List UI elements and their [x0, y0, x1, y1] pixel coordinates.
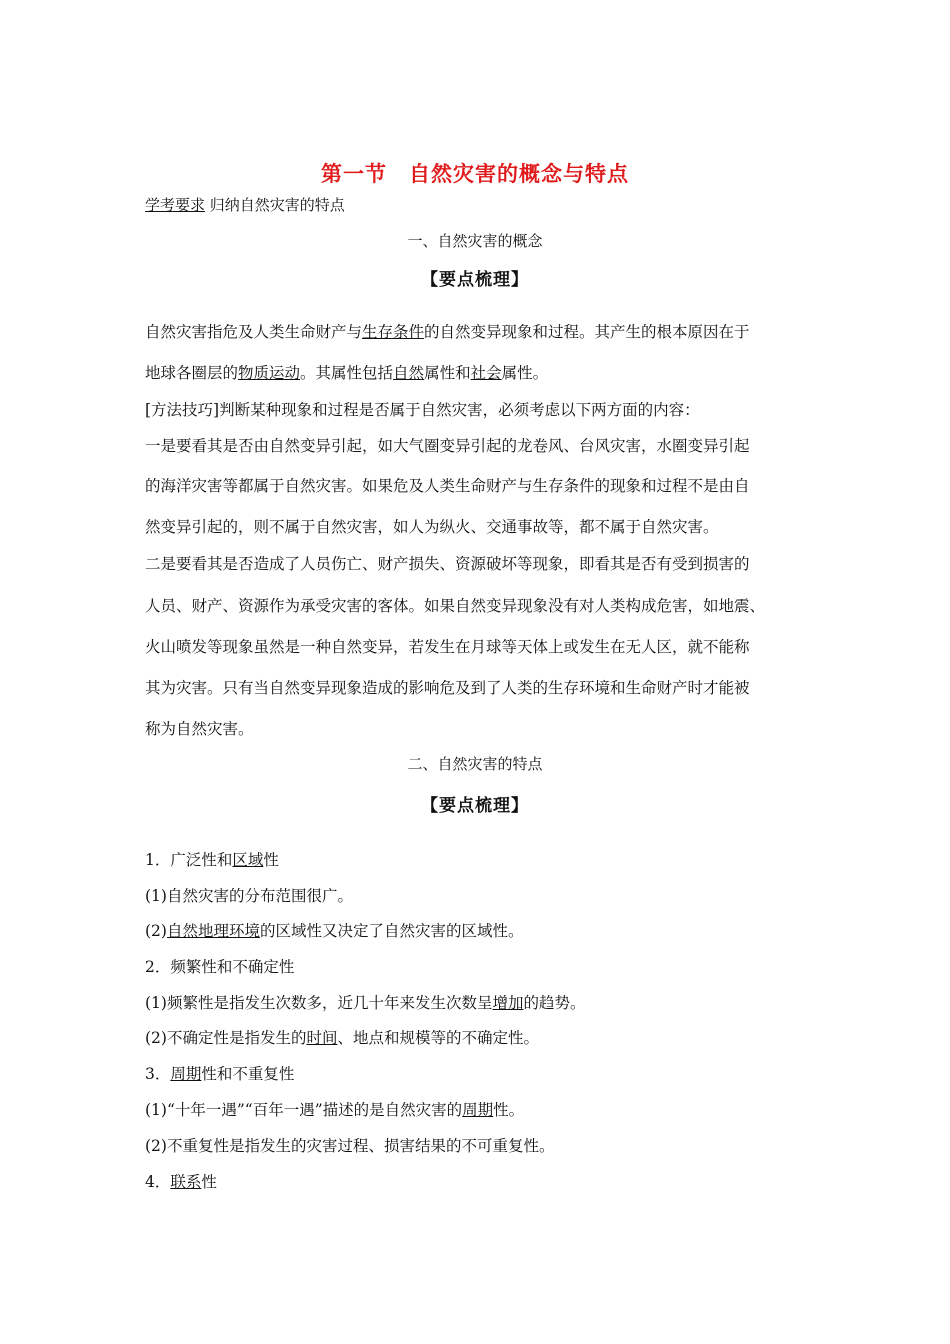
title-section-number: 第一节 — [321, 162, 387, 186]
blank-answer: 周期 — [462, 1101, 494, 1119]
section2-heading: 二、自然灾害的特点 — [407, 755, 543, 773]
blank-answer: 社会 — [470, 364, 502, 382]
title-text: 自然灾害的概念与特点 — [409, 162, 629, 186]
feature-item-2: 2．频繁性和不确定性 — [145, 958, 295, 976]
concept-line-1: 自然灾害指危及人类生命财产与生存条件的自然变异现象和过程。其产生的根本原因在于 — [145, 323, 750, 341]
paragraph-line: 一是要看其是否由自然变异引起，如大气圈变异引起的龙卷风、台风灾害，水圈变异引起 — [145, 437, 750, 455]
study-requirement — [145, 194, 345, 215]
requirement-label: 学考要求 — [145, 196, 206, 214]
blank-answer: 自然地理环境 — [166, 922, 260, 940]
blank-answer: 物质运动 — [238, 364, 301, 382]
paragraph-line: 人员、财产、资源作为承受灾害的客体。如果自然变异现象没有对人类构成危害，如地震、 — [145, 597, 766, 615]
feature-item-1-2: (2)自然地理环境的区域性又决定了自然灾害的区域性。 — [145, 922, 524, 940]
blank-answer: 区域 — [232, 851, 264, 869]
page-title — [0, 158, 950, 188]
paragraph-line: 然变异引起的，则不属于自然灾害，如人为纵火、交通事故等，都不属于自然灾害。 — [145, 518, 719, 536]
feature-item-1-1: (1)自然灾害的分布范围很广。 — [145, 887, 353, 905]
method-tip: [方法技巧]判断某种现象和过程是否属于自然灾害，必须考虑以下两方面的内容： — [145, 401, 700, 419]
feature-item-2-2: (2)不确定性是指发生的时间、地点和规模等的不确定性。 — [145, 1029, 539, 1047]
blank-answer: 增加 — [492, 994, 524, 1012]
feature-item-1: 1．广泛性和区域性 — [145, 851, 279, 869]
paragraph-line: 称为自然灾害。 — [145, 720, 254, 738]
paragraph-line: 二是要看其是否造成了人员伤亡、财产损失、资源破坏等现象，即看其是否有受到损害的 — [145, 555, 750, 573]
blank-answer: 周期 — [170, 1065, 202, 1083]
feature-item-3: 3．周期性和不重复性 — [145, 1065, 295, 1083]
blank-answer: 自然 — [393, 364, 425, 382]
paragraph-line: 火山喷发等现象虽然是一种自然变异，若发生在月球等天体上或发生在无人区，就不能称 — [145, 638, 750, 656]
section1-keypoints-heading: 【要点梳理】 — [421, 270, 529, 290]
feature-item-3-1: (1)“十年一遇”“百年一遇”描述的是自然灾害的周期性。 — [145, 1101, 525, 1119]
blank-answer: 时间 — [306, 1029, 338, 1047]
feature-item-3-2: (2)不重复性是指发生的灾害过程、损害结果的不可重复性。 — [145, 1137, 555, 1155]
section1-heading: 一、自然灾害的概念 — [407, 232, 543, 250]
requirement-text: 归纳自然灾害的特点 — [209, 196, 345, 214]
concept-line-2: 地球各圈层的物质运动。其属性包括自然属性和社会属性。 — [145, 364, 549, 382]
feature-item-2-1: (1)频繁性是指发生次数多，近几十年来发生次数呈增加的趋势。 — [145, 994, 586, 1012]
section2-keypoints-heading: 【要点梳理】 — [421, 796, 529, 816]
paragraph-line: 的海洋灾害等都属于自然灾害。如果危及人类生命财产与生存条件的现象和过程不是由自 — [145, 477, 750, 495]
feature-item-4: 4．联系性 — [145, 1173, 217, 1191]
paragraph-line: 其为灾害。只有当自然变异现象造成的影响危及到了人类的生存环境和生命财产时才能被 — [145, 679, 750, 697]
blank-answer: 联系 — [170, 1173, 202, 1191]
blank-answer: 生存条件 — [362, 323, 425, 341]
